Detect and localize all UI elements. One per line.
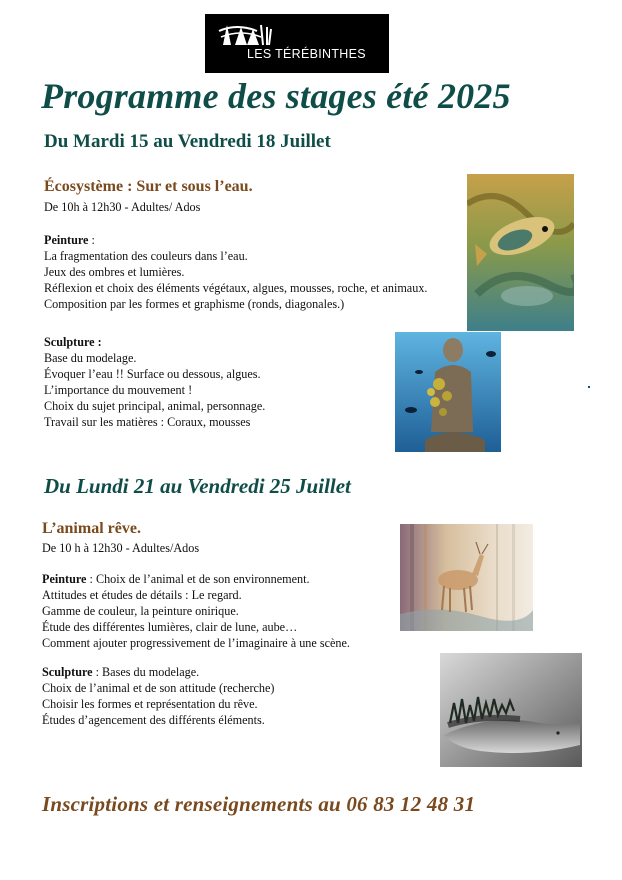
week1-painting-label: Peinture — [44, 233, 89, 247]
week1-sculpture-line: Base du modelage. — [44, 351, 137, 365]
week1-painting-line: Jeux des ombres et lumières. — [44, 265, 185, 279]
week1-painting — [44, 232, 427, 312]
week1-painting-line: La fragmentation des couleurs dans l’eau. — [44, 249, 248, 263]
week2-theme: L’animal rêve. — [42, 520, 141, 537]
week1-painting-line: Composition par les formes et graphisme (ronds, diagonales.) — [44, 297, 345, 311]
deer-painting-image — [400, 524, 533, 631]
week1-sculpture-line: L’importance du mouvement ! — [44, 383, 193, 397]
week2-sculpture-line: Choisir les formes et représentation du rêve. — [42, 697, 258, 711]
week1-sculpture-line: Travail sur les matières : Coraux, mousses — [44, 415, 251, 429]
week1-sculpture — [44, 334, 265, 430]
week2-painting-line: Comment ajouter progressivement de l’imaginaire à une scène. — [42, 636, 350, 650]
week1-painting-line: Réflexion et choix des éléments végétaux, algues, mousses, roche, et animaux. — [44, 281, 428, 295]
fish-painting-image — [467, 174, 574, 331]
week1-sculpture-line: Évoquer l’eau !! Surface ou dessous, algues. — [44, 367, 261, 381]
week1-heading: Du Mardi 15 au Vendredi 18 Juillet — [44, 131, 331, 152]
week2-sculpture-line: Choix de l’animal et de son attitude (recherche) — [42, 681, 275, 695]
week2-painting-label: Peinture — [42, 572, 87, 586]
week2-heading: Du Lundi 21 au Vendredi 25 Juillet — [44, 474, 351, 498]
tree-logo-icon — [217, 21, 277, 47]
underwater-sculpture-image — [395, 332, 501, 452]
logo-text: LES TÉRÉBINTHES — [247, 47, 366, 61]
stray-dot — [588, 386, 590, 388]
week1-painting-suffix: : — [88, 233, 95, 247]
week2-painting-line: Gamme de couleur, la peinture onirique. — [42, 604, 239, 618]
week1-sculpture-label: Sculpture : — [44, 335, 102, 349]
week2-painting-first-line: : Choix de l’animal et de son environnement. — [86, 572, 310, 586]
week2-painting — [42, 571, 350, 651]
week2-sculpture-first-line: : Bases du modelage. — [92, 665, 200, 679]
week2-painting-line: Étude des différentes lumières, clair de lune, aube… — [42, 620, 298, 634]
whale-sculpture-image — [440, 653, 582, 767]
week1-sculpture-line: Choix du sujet principal, animal, personnage. — [44, 399, 266, 413]
week2-schedule: De 10 h à 12h30 - Adultes/Ados — [42, 541, 200, 555]
week2-sculpture-line: Études d’agencement des différents éléments. — [42, 713, 265, 727]
footer-contact: Inscriptions et renseignements au 06 83 12 48 31 — [42, 792, 476, 816]
week2-sculpture — [42, 664, 275, 728]
week1-schedule: De 10h à 12h30 - Adultes/ Ados — [44, 200, 201, 214]
week2-painting-line: Attitudes et études de détails : Le regard. — [42, 588, 242, 602]
week1-theme: Écosystème : Sur et sous l’eau. — [44, 178, 253, 195]
page-title: Programme des stages été 2025 — [41, 76, 511, 116]
logo — [205, 14, 389, 73]
week2-sculpture-label: Sculpture — [42, 665, 93, 679]
